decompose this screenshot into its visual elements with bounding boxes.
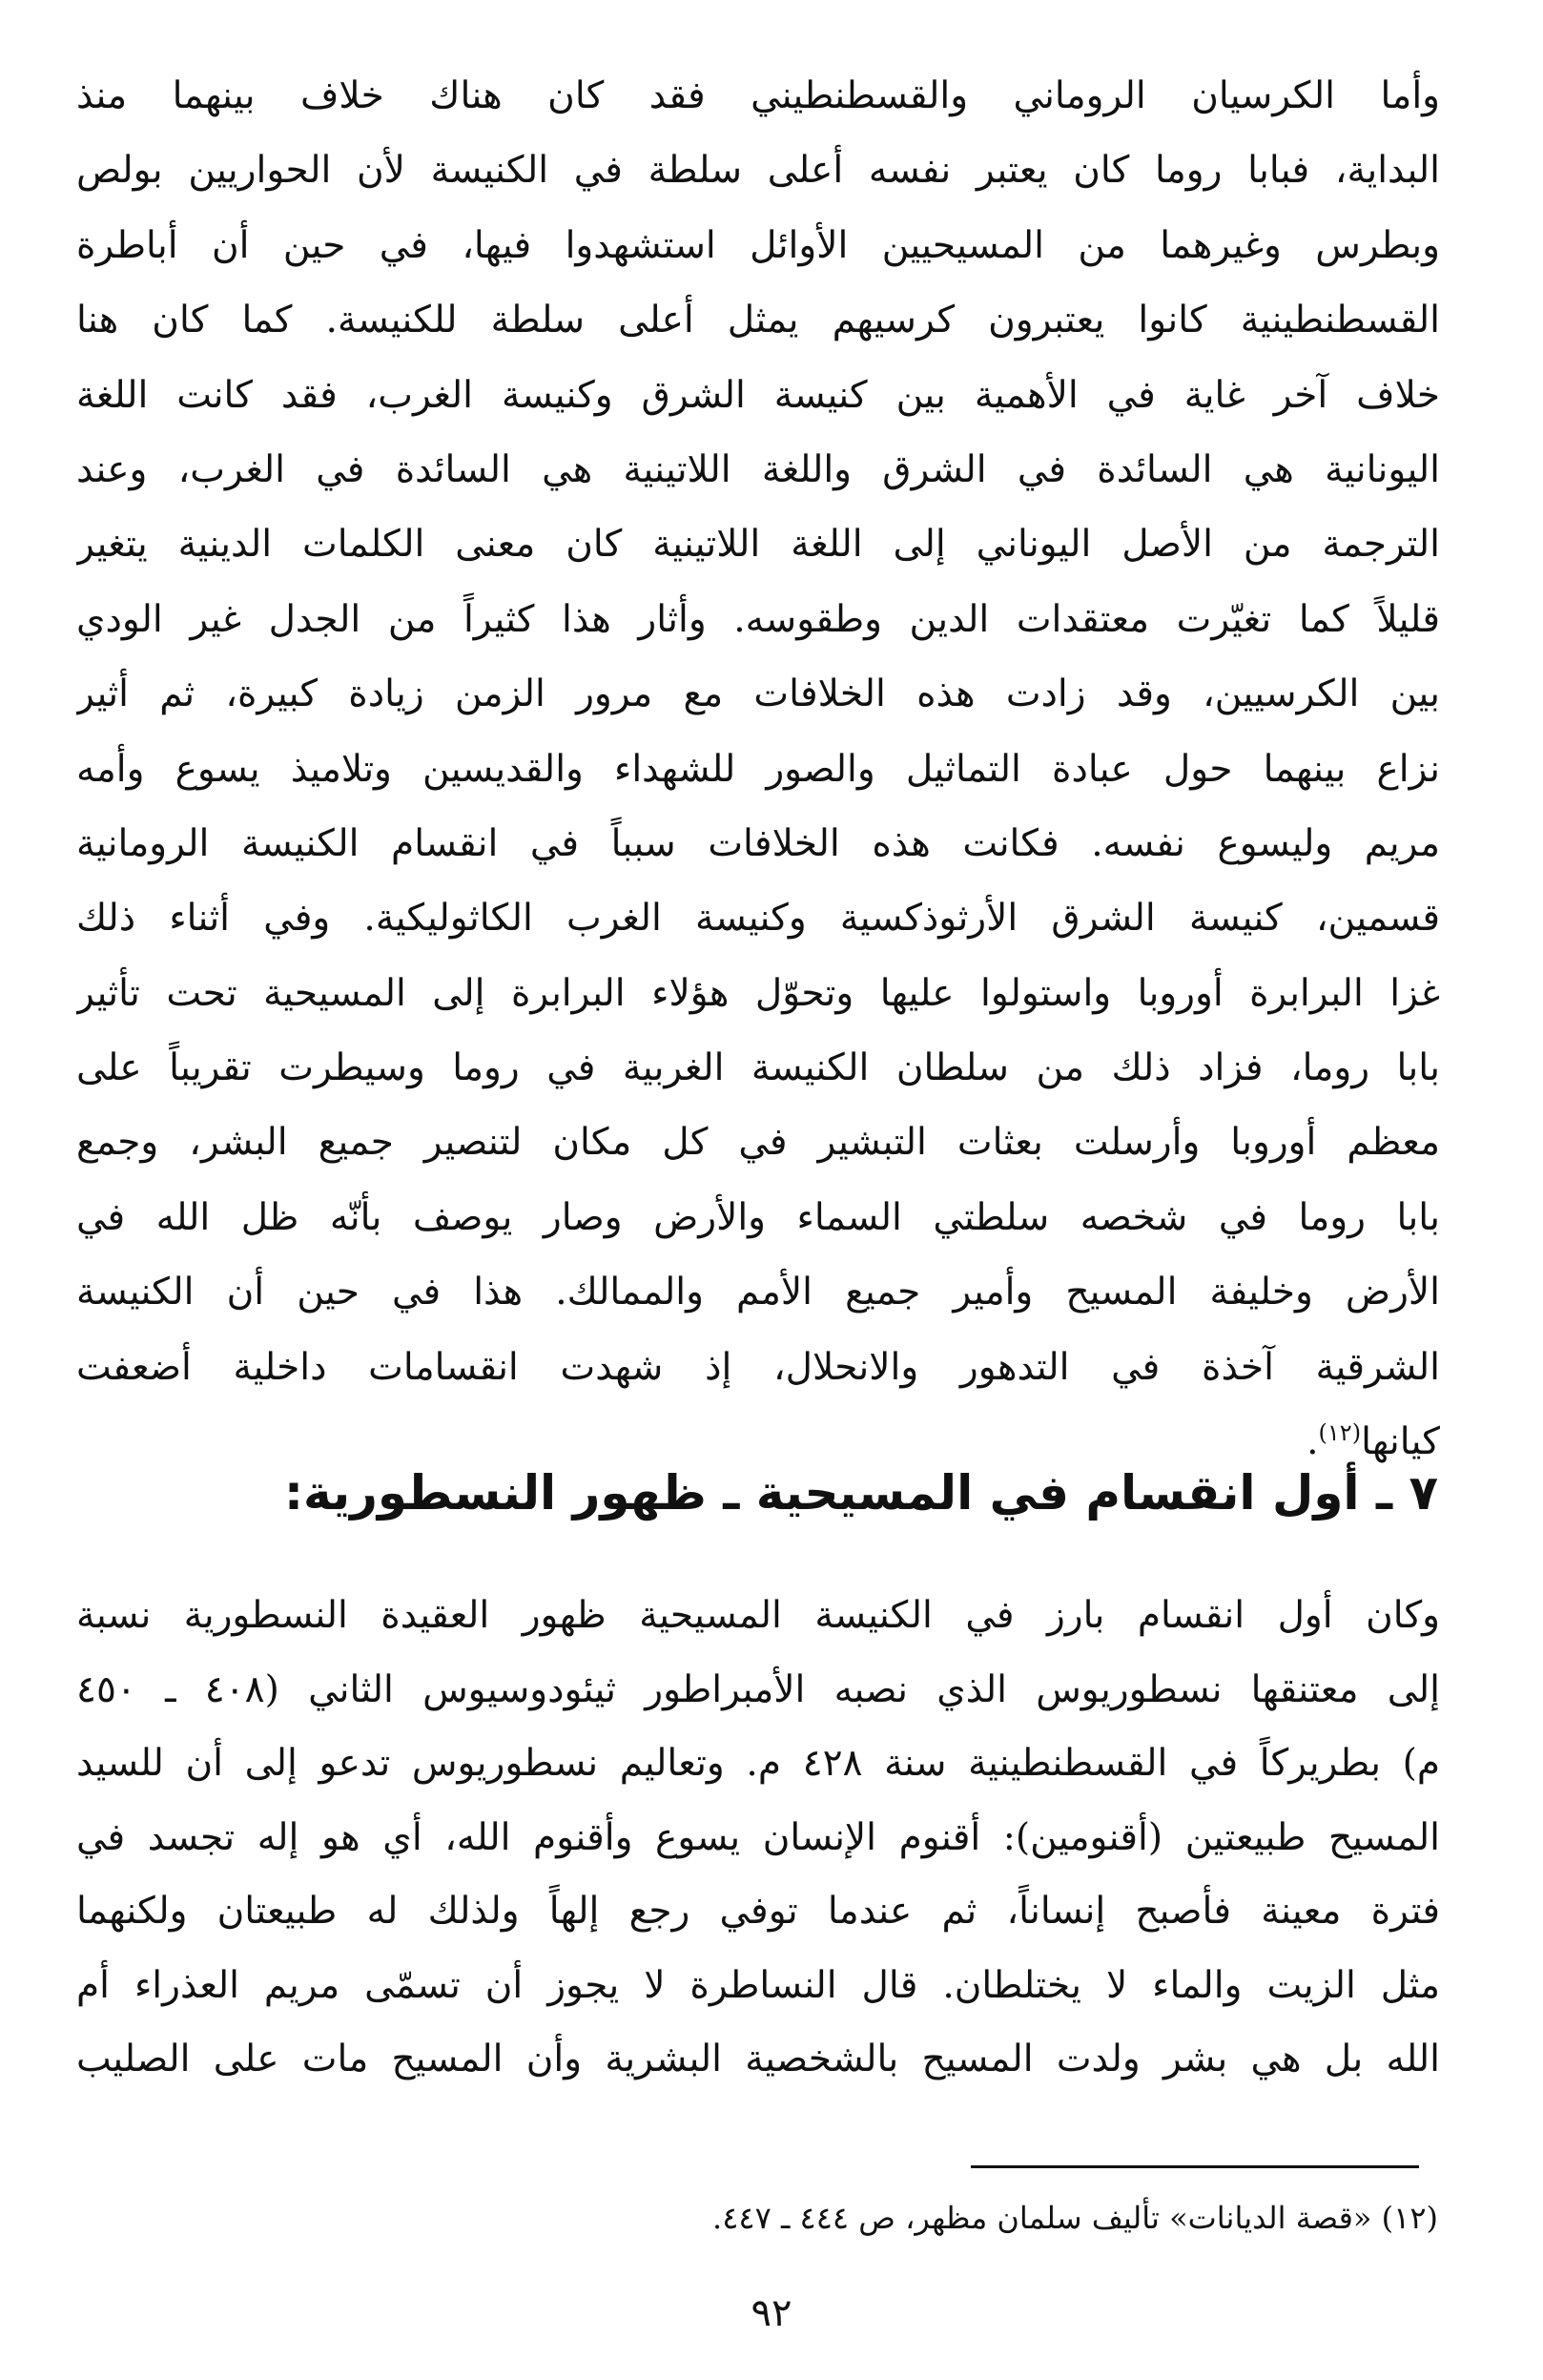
page-number: ٩٢ <box>751 2291 792 2335</box>
text-line: الترجمة من الأصل اليوناني إلى اللغة اللاتينية كان معنى الكلمات الدينية يتغير <box>76 523 1440 567</box>
section-heading: ٧ ـ أول انقسام في المسيحية ـ ظهور النسطورية: <box>284 1465 1438 1521</box>
footnote: (١٢) «قصة الديانات» تأليف سلمان مظهر، ص ٤٤٤ ـ ٤٤٧. <box>712 2200 1438 2236</box>
text-line: الله بل هي بشر ولدت المسيح بالشخصية البشرية وأن المسيح مات على الصليب <box>76 2038 1440 2080</box>
text-line: غزا البرابرة أوروبا واستولوا عليها وتحوّل هؤلاء البرابرة إلى المسيحية تحت تأثير <box>76 971 1440 1015</box>
text-line: خلاف آخر غاية في الأهمية بين كنيسة الشرق وكنيسة الغرب، فقد كانت اللغة <box>76 373 1440 417</box>
text-line: بابا روما في شخصه سلطتي السماء والأرض وصار يوصف بأنّه ظل الله في <box>76 1195 1440 1239</box>
text-line: وبطرس وغيرهما من المسيحيين الأوائل استشهدوا فيها، في حين أن أباطرة <box>76 223 1440 267</box>
text-line: مريم وليسوع نفسه. فكانت هذه الخلافات سبباً في انقسام الكنيسة الرومانية <box>76 821 1440 865</box>
body-paragraph-2 <box>76 1579 1440 2097</box>
footnote-divider <box>971 2165 1419 2168</box>
text-line: نزاع بينهما حول عبادة التماثيل والصور للشهداء والقديسين وتلاميذ يسوع وأمه <box>76 747 1440 791</box>
text-line: البداية، فبابا روما كان يعتبر نفسه أعلى سلطة في الكنيسة لأن الحواريين بولص <box>76 149 1440 193</box>
text-line: بابا روما، فزاد ذلك من سلطان الكنيسة الغربية في روما وسيطرت تقريباً على <box>76 1046 1440 1090</box>
text-line: المسيح طبيعتين (أقنومين): أقنوم الإنسان يسوع وأقنوم الله، أي هو إله تجسد في <box>76 1815 1440 1859</box>
text-line: وكان أول انقسام بارز في الكنيسة المسيحية ظهور العقيدة النسطورية نسبة <box>76 1594 1440 1637</box>
text-line: الشرقية آخذة في التدهور والانحلال، إذ شهدت انقسامات داخلية أضعفت <box>76 1345 1440 1389</box>
text-line: اليونانية هي السائدة في الشرق واللغة اللاتينية هي السائدة في الغرب، وعند <box>76 447 1440 491</box>
text-line: م) بطريركاً في القسطنطينية سنة ٤٢٨ م. وتعاليم نسطوريوس تدعو إلى أن للسيد <box>76 1742 1440 1785</box>
last-line-text: كيانها <box>1361 1420 1440 1464</box>
text-line: معظم أوروبا وأرسلت بعثات التبشير في كل مكان لتنصير جميع البشر، وجمع <box>76 1121 1440 1165</box>
text-line: مثل الزيت والماء لا يختلطان. قال النساطرة لا يجوز أن تسمّى مريم العذراء أم <box>76 1963 1440 2007</box>
text-line: القسطنطينية كانوا يعتبرون كرسيهم يمثل أعلى سلطة للكنيسة. كما كان هنا <box>76 299 1440 342</box>
text-line: الأرض وخليفة المسيح وأمير جميع الأمم والممالك. هذا في حين أن الكنيسة <box>76 1271 1440 1314</box>
text-line: قليلاً كما تغيّرت معتقدات الدين وطقوسه. وأثار هذا كثيراً من الجدل غير الودي <box>76 597 1440 641</box>
text-line: بين الكرسيين، وقد زادت هذه الخلافات مع مرور الزمن زيادة كبيرة، ثم أثير <box>76 673 1440 716</box>
footnote-reference: (١٢) <box>1318 1419 1362 1447</box>
last-line-end: . <box>1306 1420 1319 1464</box>
text-line: فترة معينة فأصبح إنساناً، ثم عندما توفي رجع إلهاً ولذلك له طبيعتان ولكنهما <box>76 1890 1440 1933</box>
text-line: قسمين، كنيسة الشرق الأرثوذكسية وكنيسة الغرب الكاثوليكية. وفي أثناء ذلك <box>76 897 1440 941</box>
text-line: وأما الكرسيان الروماني والقسطنطيني فقد كان هناك خلاف بينهما منذ <box>76 74 1440 117</box>
body-paragraph-1 <box>76 59 1440 1480</box>
text-line: إلى معتنقها نسطوريوس الذي نصبه الأمبراطور ثيئودوسيوس الثاني (٤٠٨ ـ ٤٥٠ <box>76 1667 1440 1711</box>
